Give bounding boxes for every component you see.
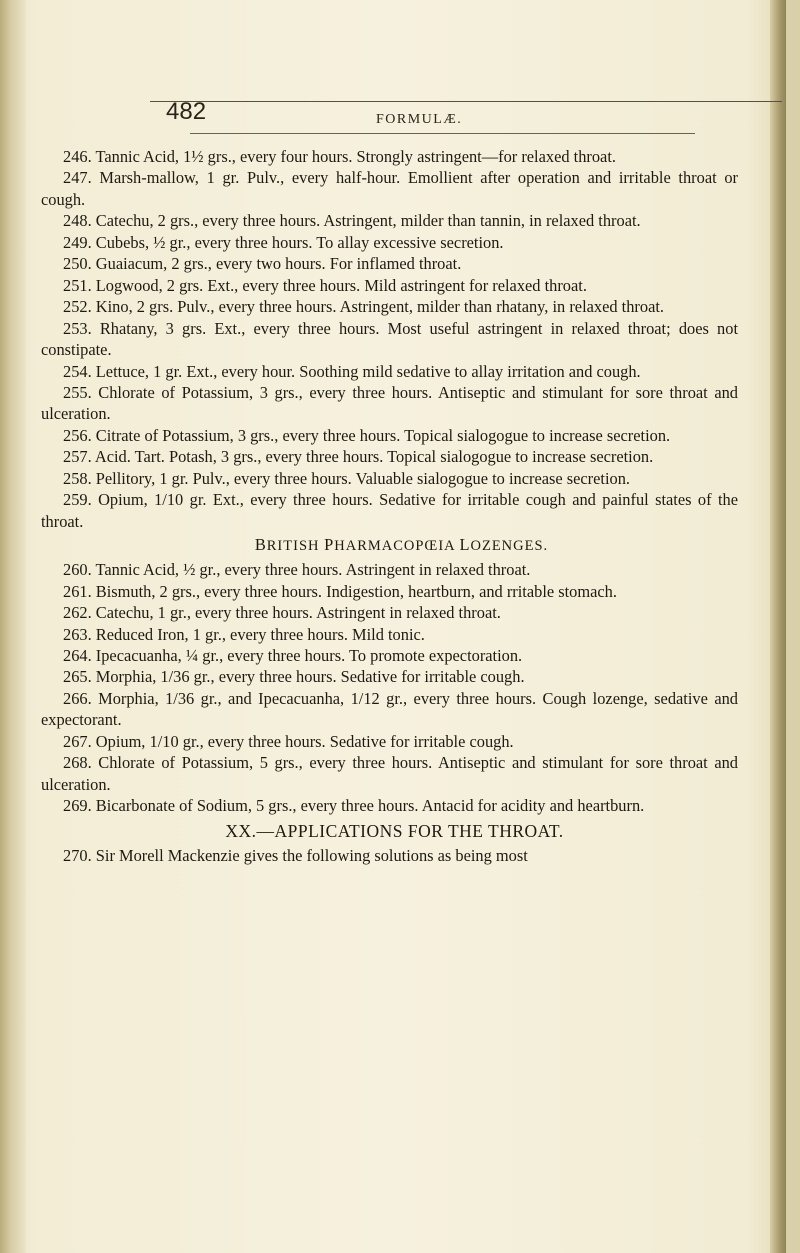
formula-entry: 255. Chlorate of Potassium, 3 grs., every three hours. Antiseptic and stimulant for sore throat and ulceration. (41, 382, 738, 424)
section-heading (41, 532, 738, 559)
formula-entry: 259. Opium, 1/10 gr. Ext., every three hours. Sedative for irritable cough and painful states of the throat. (41, 490, 738, 531)
page-number: 482 (166, 98, 207, 125)
lozenge-entry: 269. Bicarbonate of Sodium, 5 grs., every three hours. Antacid for acidity and heartburn. (63, 796, 645, 816)
lozenge-entry: 267. Opium, 1/10 gr., every three hours. Sedative for irritable cough. (63, 731, 514, 751)
lozenge-entry: 260. Tannic Acid, ½ gr., every three hours. Astringent in relaxed throat. (63, 560, 531, 580)
page-outer-edge (770, 0, 786, 1253)
section-heading-rest: RITISH (266, 538, 320, 555)
page-gutter-edge (0, 0, 26, 1253)
formula-entry: 257. Acid. Tart. Potash, 3 grs., every three hours. Topical sialogogue to increase secretion. (63, 447, 654, 467)
formula-entry: 251. Logwood, 2 grs. Ext., every three hours. Mild astringent for relaxed throat. (63, 275, 587, 295)
lozenge-entry: 263. Reduced Iron, 1 gr., every three hours. Mild tonic. (63, 624, 425, 644)
section-heading-cap: B (254, 535, 267, 555)
header-rule (190, 133, 695, 134)
formula-entry: 249. Cubebs, ½ gr., every three hours. To allay excessive secretion. (63, 232, 504, 252)
formula-entry: 247. Marsh-mallow, 1 gr. Pulv., every half-hour. Emollient after operation and irritable throat or cough. (41, 168, 738, 209)
lozenge-entry: 265. Morphia, 1/36 gr., every three hours. Sedative for irritable cough. (63, 667, 525, 687)
section-heading-rest: OZENGES. (470, 538, 549, 555)
section-heading-cap: L (459, 535, 471, 555)
running-title: FORMULÆ. (376, 112, 463, 127)
formula-entry: 248. Catechu, 2 grs., every three hours. Astringent, milder than tannin, in relaxed throat. (63, 211, 641, 231)
formula-entry: 253. Rhatany, 3 grs. Ext., every three hours. Most useful astringent in relaxed throat; does not constipate. (41, 318, 738, 360)
lozenge-entry: 262. Catechu, 1 gr., every three hours. Astringent in relaxed throat. (63, 603, 501, 623)
lozenge-entry: 261. Bismuth, 2 grs., every three hours. Indigestion, heartburn, and rritable stomach. (63, 581, 617, 601)
section-heading-rest: HARMACOPŒIA (334, 538, 455, 555)
lozenge-entry: 266. Morphia, 1/36 gr., and Ipecacuanha, 1/12 gr., every three hours. Cough lozenge, sedative and expectorant. (41, 688, 738, 730)
header-top-rule (150, 101, 782, 102)
lozenge-entry: 268. Chlorate of Potassium, 5 grs., every three hours. Antiseptic and stimulant for sore throat and ulceration. (41, 753, 738, 794)
section-heading-cap: P (324, 535, 335, 555)
formula-entry: 258. Pellitory, 1 gr. Pulv., every three hours. Valuable sialogogue to increase secretion. (63, 468, 631, 488)
formula-entry: 256. Citrate of Potassium, 3 grs., every three hours. Topical sialogogue to increase secretion. (63, 425, 671, 445)
formula-entry: 250. Guaiacum, 2 grs., every two hours. For inflamed throat. (63, 254, 462, 274)
formula-entry: 252. Kino, 2 grs. Pulv., every three hours. Astringent, milder than rhatany, in relaxed throat. (63, 297, 665, 317)
formula-entry: 254. Lettuce, 1 gr. Ext., every hour. Soothing mild sedative to allay irritation and cough. (63, 361, 641, 381)
lozenge-entry: 264. Ipecacuanha, ¼ gr., every three hours. To promote expectoration. (63, 645, 523, 665)
formula-entry: 246. Tannic Acid, 1½ grs., every four hours. Strongly astringent—for relaxed throat. (63, 147, 616, 166)
chapter-heading: XX.—APPLICATIONS FOR THE THROAT. (225, 820, 564, 841)
body-text (41, 146, 738, 866)
formula-entry: 270. Sir Morell Mackenzie gives the following solutions as being most (63, 845, 528, 865)
